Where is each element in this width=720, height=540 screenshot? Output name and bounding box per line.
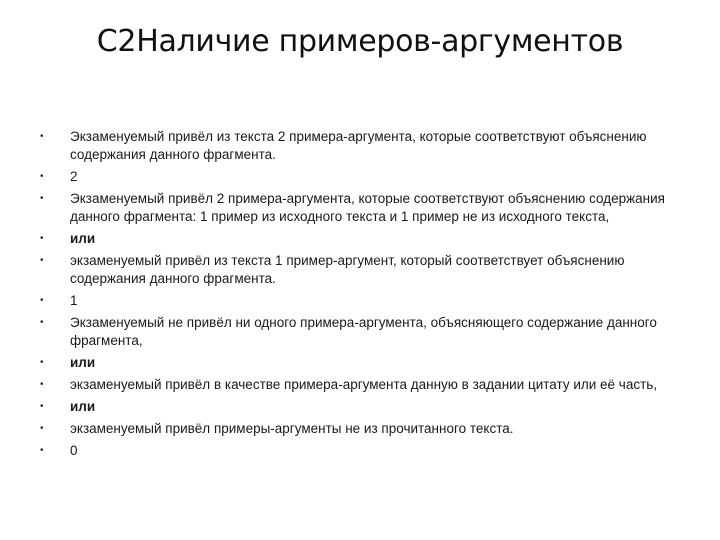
list-item [40, 354, 690, 372]
bullet-icon: • [40, 317, 44, 328]
list-item [40, 292, 690, 310]
criteria-list [40, 128, 690, 464]
bullet-icon: • [40, 171, 44, 182]
bullet-icon: • [40, 379, 44, 390]
list-item [40, 230, 690, 248]
score-value: 2 [70, 169, 78, 184]
list-item-text: Экзаменуемый привёл 2 примера-аргумента, которые соответствуют объяснению содержания данного фрагмента: 1 пример из исходного текста и 1 пример не из исходного текста, [70, 191, 665, 224]
or-separator: или [70, 231, 96, 246]
list-item-text: Экзаменуемый привёл из текста 2 примера-аргумента, которые соответствуют объяснению содержания данного фрагмента. [70, 129, 647, 162]
score-value: 1 [70, 293, 78, 308]
list-item-text: экзаменуемый привёл в качестве примера-аргумента данную в задании цитату или её часть, [70, 377, 658, 392]
bullet-icon: • [40, 295, 44, 306]
or-separator: или [70, 399, 96, 414]
list-item-text: Экзаменуемый не привёл ни одного примера-аргумента, объясняющего содержание данного фрагмента, [70, 315, 657, 348]
list-item [40, 314, 690, 350]
bullet-icon: • [40, 255, 44, 266]
bullet-icon: • [40, 445, 44, 456]
list-item [40, 252, 690, 288]
list-item [40, 128, 690, 164]
list-item [40, 398, 690, 416]
bullet-icon: • [40, 423, 44, 434]
bullet-icon: • [40, 357, 44, 368]
list-item [40, 442, 690, 460]
bullet-icon: • [40, 233, 44, 244]
list-item-text: экзаменуемый привёл из текста 1 пример-аргумент, который соответствует объяснению содержания данного фрагмента. [70, 253, 625, 286]
list-item-text: экзаменуемый привёл примеры-аргументы не из прочитанного текста. [70, 421, 514, 436]
list-item [40, 190, 690, 226]
bullet-icon: • [40, 193, 44, 204]
list-item [40, 168, 690, 186]
score-value: 0 [70, 443, 78, 458]
list-item [40, 376, 690, 394]
or-separator: или [70, 355, 96, 370]
list-item [40, 420, 690, 438]
bullet-icon: • [40, 401, 44, 412]
slide-title: С2Наличие примеров-аргументов [96, 24, 624, 59]
bullet-icon: • [40, 131, 44, 142]
